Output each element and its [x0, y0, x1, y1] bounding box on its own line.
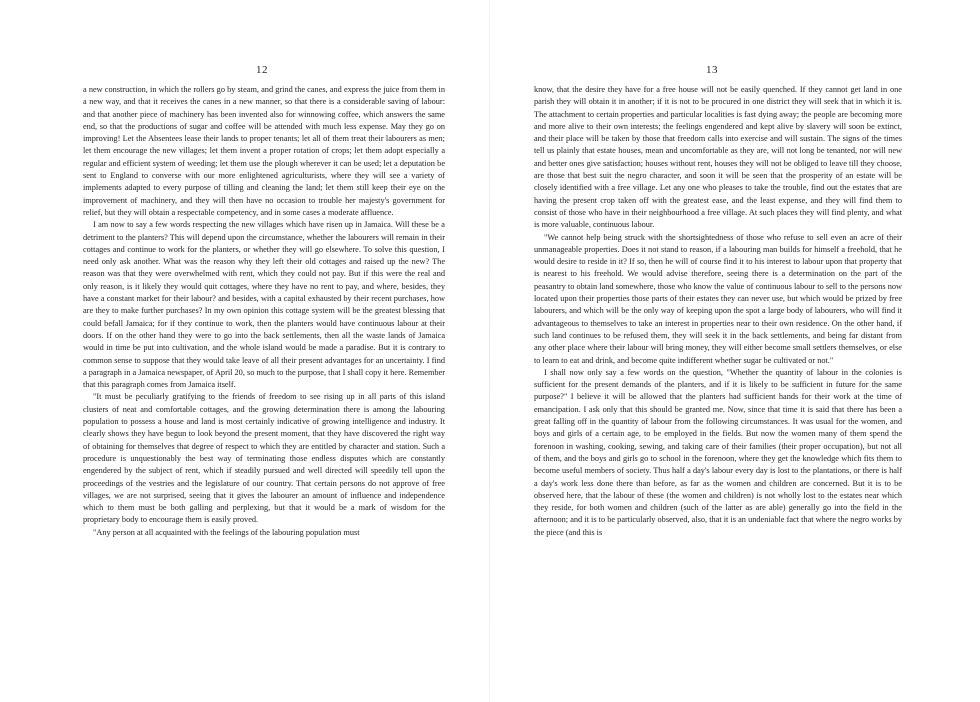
- paragraph: know, that the desire they have for a free house will not be easily quenched. If they cannot get land in one parish they will obtain it in another; if it is not to be procured in one district they will seek that in which it is. The attachment to certain properties and particular localities is fast dying away; the people are becoming more and more alive to their own interests; the feelings engendered and kept alive by slavery will soon be extinct, and their place will be taken by those that freedom calls into exercise and will sustain. The signs of the times tell us plainly that estate houses, mean and uncomfortable as they are, will not long be tenanted, nor will new and better ones give satisfaction; houses without rent, houses they will not be obliged to leave till they choose, are those that best suit the negro character, and soon it will be seen that the prosperity of an estate will be closely identified with a free village. Let any one who pleases to take the trouble, find out the estates that are having the present crop taken off with the greatest ease, and the least expense, and they will find them to consist of those who have in their neighbourhood a free village. At such places they will find plenty, and what is more valuable, continuous labour.: [534, 85, 902, 230]
- page-body: [534, 84, 902, 539]
- left-page: [0, 0, 489, 702]
- page-body: [83, 84, 445, 539]
- paragraph: I am now to say a few words respecting the new villages which have risen up in Jamaica. Will these be a detriment to the planters? This will depend upon the circumstance, whether the labourers will remain in their cottages and continue to work for the planters, or whether they will go elsewhere. To solve this question, I need only ask another. What was the reason why they left their old cottages and raised up the new? The reason was that they were overwhelmed with rent, which they could not pay. But if this were the real and only reason, is it likely they would quit cottages, where they have no rent to pay, and where, besides, they have a constant market for their labour? and besides, with a capital exhausted by their recent purchases, how are they to make further purchases? In my own opinion this cottage system will be the greatest blessing that could befall Jamaica; for if they continue to work, then the planters would have continuous labour at their doors. If on the other hand they were to go into the back settlements, then all the waste lands of Jamaica would in time be put into cultivation, and the whole island would be made a paradise. But it is contrary to common sense to suppose that they would take leave of all their present advantages for an uncertainty. I find a paragraph in a Jamaica newspaper, of April 20, so much to the purpose, that I shall copy it here. Remember that this paragraph comes from Jamaica itself.: [83, 220, 445, 390]
- paragraph: "Any person at all acquainted with the feelings of the labouring population must: [93, 527, 360, 537]
- paragraph: "We cannot help being struck with the shortsightedness of those who refuse to sell even an acre of their unmanageable properties. Does it not stand to reason, if a labouring man builds for himself a freehold, that he would desire to reside in it? If so, then he will of course find it to his interest to labour upon that property that is nearest to his freehold. We would advise therefore, seeing there is a determination on the part of the peasantry to obtain land somewhere, those who know the value of continuous labour to sell to the persons now located upon their properties those parts of their estates they can never use, but which would be prized by free labourers, and which will be the only way of keeping upon the spot a large body of labourers, who will find it advantageous to themselves to take an interest in properties near to their own residence. On the other hand, if such land continues to be refused them, they will seek it in the back settlements, and being far distant from any other place where their labour will bring money, they will either become small settlers themselves, or else to learn to eat and drink, and become quite indifferent whether sugar be cultivated or not.": [534, 232, 902, 365]
- page-number: 13: [706, 64, 718, 76]
- paragraph: "It must be peculiarly gratifying to the friends of freedom to see rising up in all parts of this island clusters of neat and comfortable cottages, and the growing determination there is among the labouring population to possess a house and land is most certainly indicative of growing intelligence and industry. It clearly shows they have begun to look beyond the present moment, that they have discovered the right way of obtaining for themselves that degree of respect to which they are entitled by character and station. Such a procedure is unquestionably the best way of terminating those endless disputes which are constantly engendered by the subject of rent, which if steadily pursued and well directed will speedily tell upon the proceedings of the vestries and the legislature of our country. That certain persons do not approve of free villages, we are not surprised, seeing that it gives the labourer an amount of influence and independence which to them must be both galling and perplexing, but that it would be a mark of wisdom for the proprietary body to encourage them is easily proved.: [83, 392, 445, 525]
- right-page: [490, 0, 980, 702]
- paragraph: a new construction, in which the rollers go by steam, and grind the canes, and express the juice from them in a new way, and that it receives the canes in a new manner, so that there is a considerable saving of labour: and that another piece of machinery has been invented also for winnowing coffee, which answers the same end, so that the productions of sugar and coffee will be attended with much less expense. May they go on improving! Let the Absentees lease their lands to proper tenants; let all of them treat their labourers as men; let them encourage the new villages; let them invent a proper rotation of crops; let them adopt especially a regular and efficient system of weeding; let them use the plough wherever it can be used; let a deputation be sent to England to converse with our more enlightened agriculturists, where they will see a variety of implements adapted to every purpose of tilling and cleaning the land; let them still keep their eye on the improvement of machinery, and they will then have no occasion to trouble her majesty's government for relief, but they will obtain a respectable competency, and in some cases a moderate affluence.: [83, 85, 445, 217]
- paragraph: I shall now only say a few words on the question, "Whether the quantity of labour in the colonies is sufficient for the present demands of the planters, and if it is likely to be sufficient in future for the same purpose?" I believe it will be allowed that the planters had sufficient hands for their work at the time of emancipation. I ask only that this should be granted me. Now, since that time it is said that there has been a great falling off in the quantity of labour from the following circumstances. It was usual for the women, and boys and girls of a certain age, to be employed in the fields. But now the women many of them spend the forenoon in washing, cooking, sewing, and taking care of their families (their proper occupation), but not all of them, and the boys and girls go to school in the forenoon, where they get the knowledge which fits them to become useful members of society. Thus half a day's labour every day is lost to the plantations, or there is half a day's work less done there than before, as far as the women and children are concerned. But it is to be observed here, that the labour of these (the women and children) is not wholly lost to the estates near which they reside, for both women and children (such of the latter as are able) generally go into the field in the afternoon; and it is to be particularly observed, also, that it is an undeniable fact that where the negro works by the piece (and this is: [534, 367, 902, 537]
- page-number: 12: [256, 64, 268, 76]
